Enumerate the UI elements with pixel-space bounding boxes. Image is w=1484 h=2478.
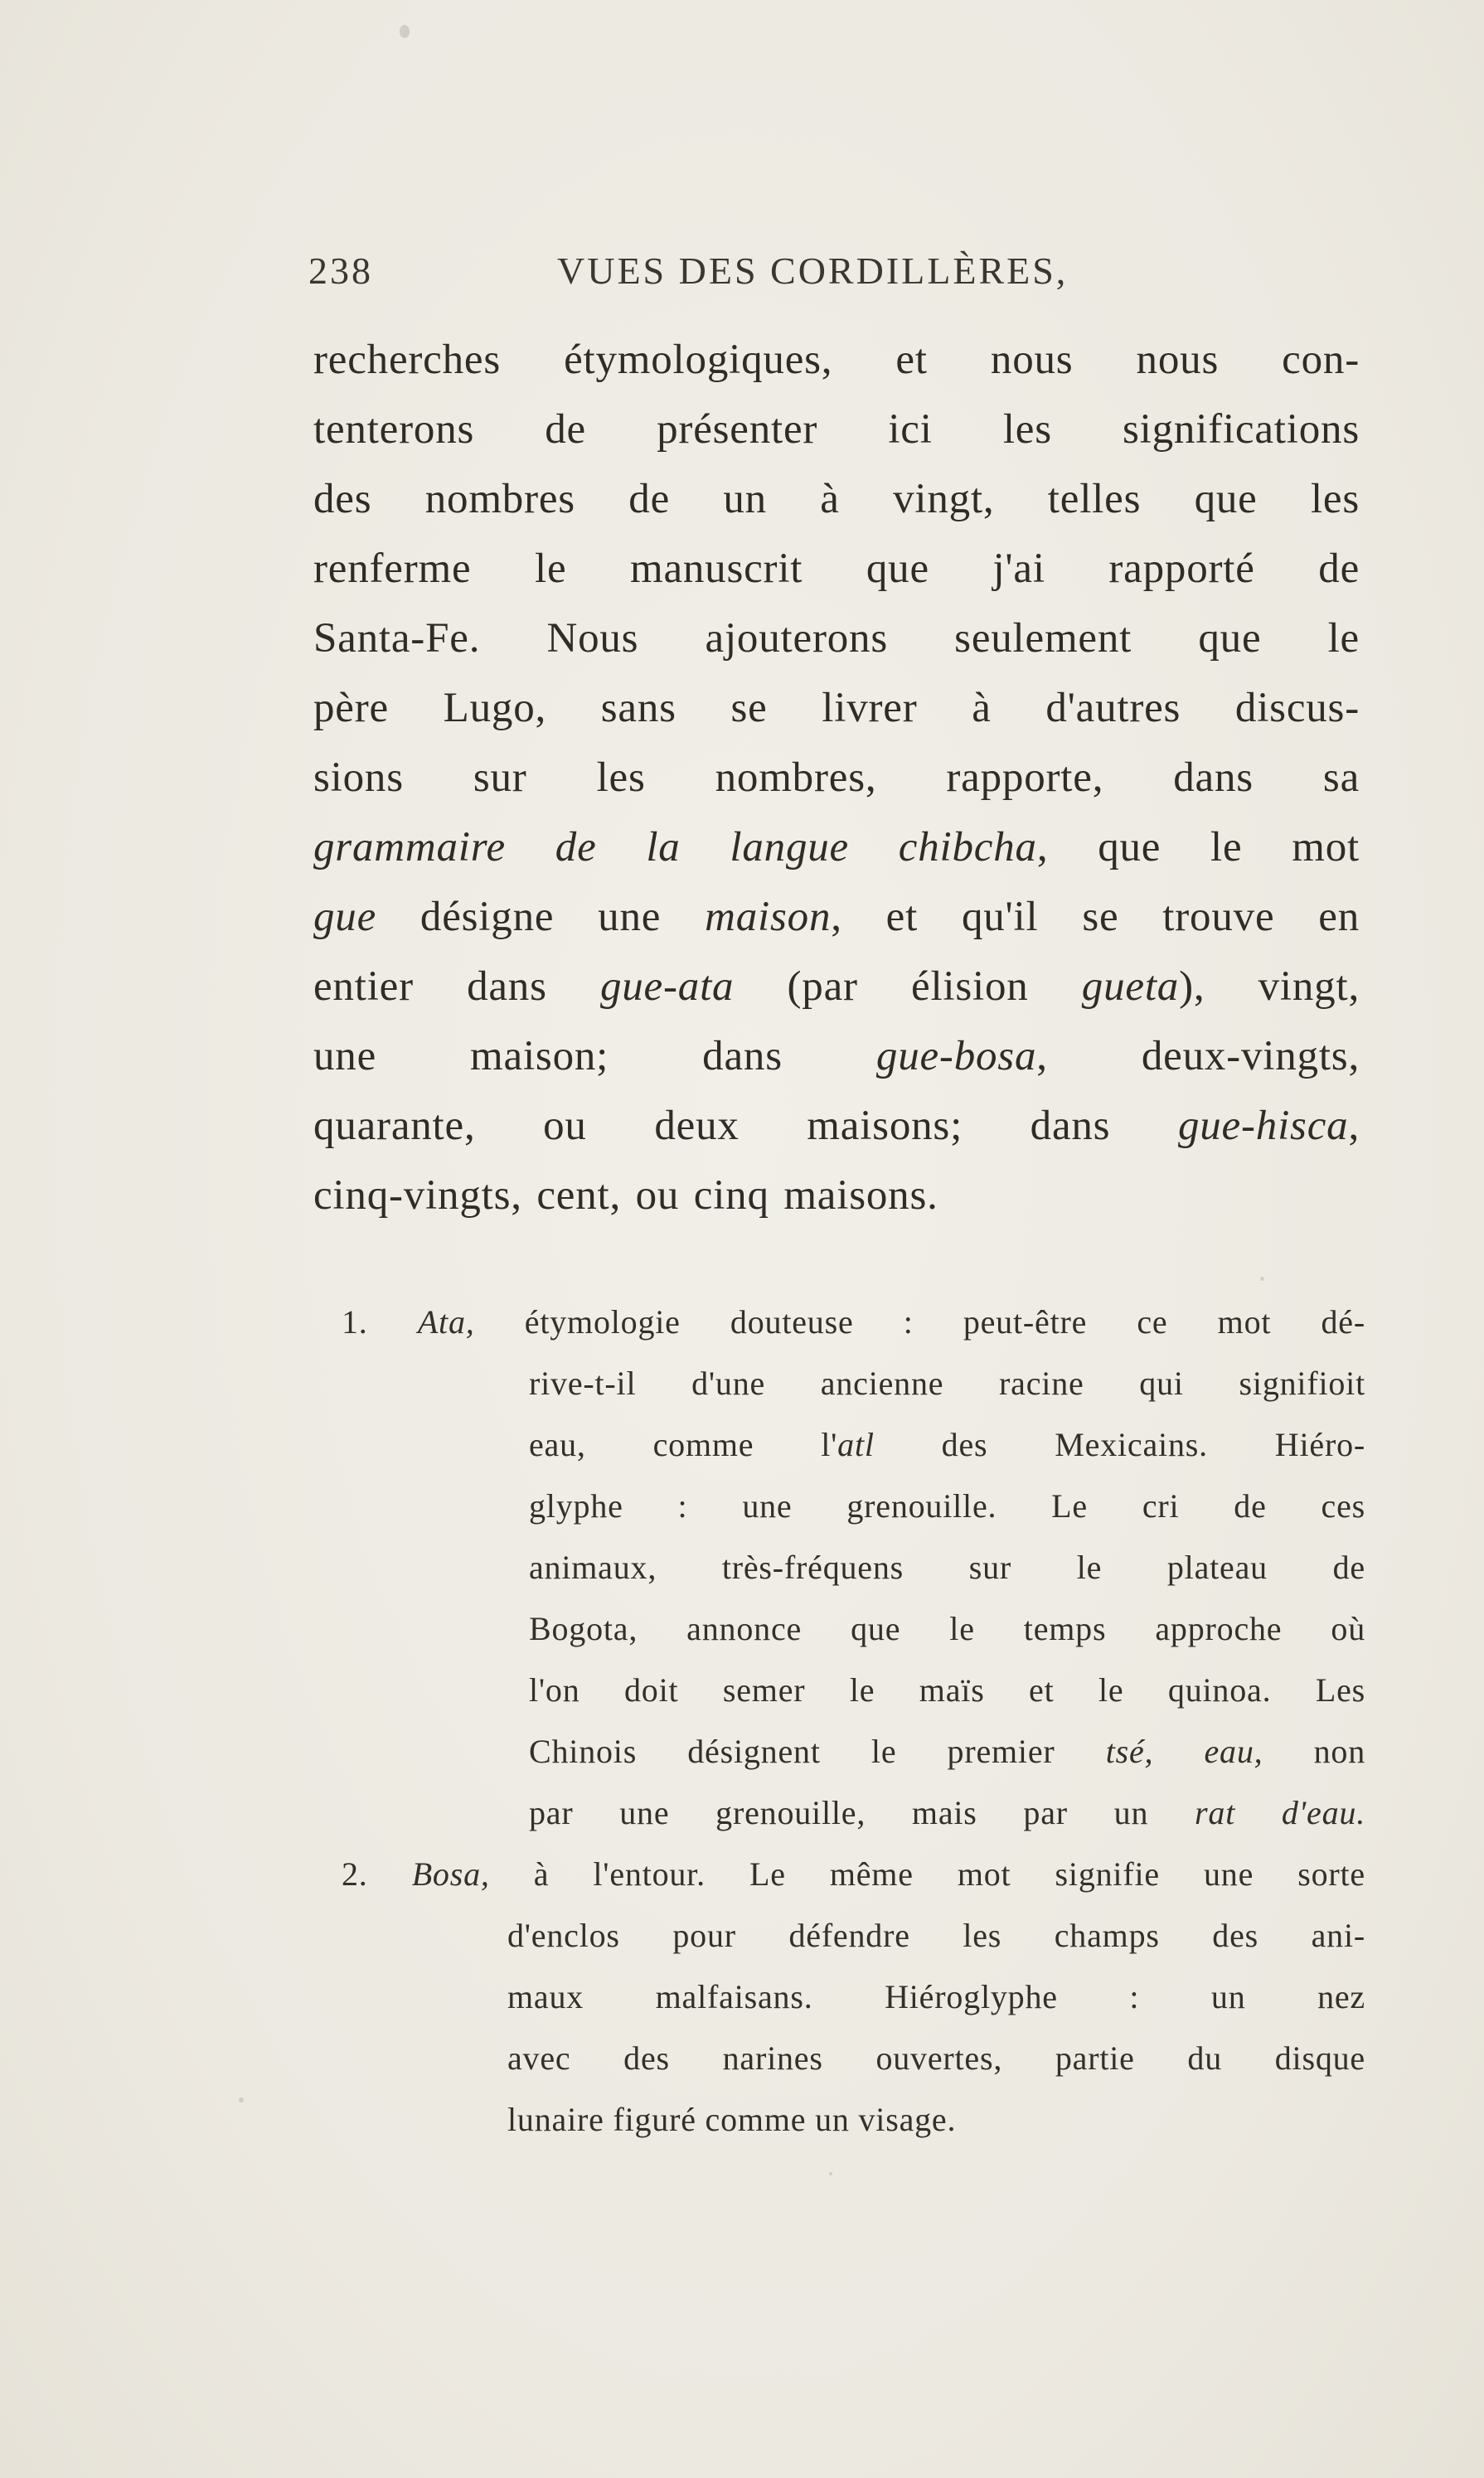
running-title: VUES DES CORDILLÈRES,	[557, 250, 1069, 292]
paragraph-line: renferme le manuscrit que j'ai rapporté de	[313, 546, 1360, 592]
paper-speck	[829, 2172, 832, 2175]
footnote-line: maux malfaisans. Hiéroglyphe : un nez	[507, 1978, 1365, 2015]
paragraph-line: entier dans gue-ata (par élision gueta), vingt,	[313, 963, 1360, 1010]
main-paragraph	[313, 325, 1360, 1230]
paragraph-line: sions sur les nombres, rapporte, dans sa	[313, 754, 1360, 801]
footnote-line: l'on doit semer le maïs et le quinoa. Les	[529, 1671, 1365, 1709]
running-header	[308, 249, 1386, 298]
footnote-line: Bogota, annonce que le temps approche où	[529, 1610, 1365, 1647]
paper-speck	[1260, 1277, 1264, 1281]
paragraph-line: des nombres de un à vingt, telles que les	[313, 476, 1360, 522]
paragraph-line: une maison; dans gue-bosa, deux-vingts,	[313, 1033, 1360, 1079]
paragraph-line: grammaire de la langue chibcha, que le mot	[313, 824, 1360, 870]
footnote-line: d'enclos pour défendre les champs des ani-	[507, 1917, 1365, 1954]
page-number: 238	[308, 250, 373, 292]
footnote-line: rive-t-il d'une ancienne racine qui signifioit	[529, 1365, 1365, 1402]
footnote-line: glyphe : une grenouille. Le cri de ces	[529, 1487, 1365, 1525]
footnote-line: eau, comme l'atl des Mexicains. Hiéro-	[529, 1426, 1366, 1463]
italic-term: gue-ata	[599, 963, 735, 1010]
footnote-term: Ata,	[417, 1303, 475, 1341]
footnote-line: avec des narines ouvertes, partie du disque	[507, 2039, 1365, 2077]
paragraph-line: Santa-Fe. Nous ajouterons seulement que le	[313, 615, 1360, 662]
footnote-number: 2.	[342, 1855, 368, 1893]
footnotes	[342, 1292, 1365, 2151]
paragraph-line: tenterons de présenter ici les significations	[313, 406, 1360, 453]
italic-term: gue	[313, 894, 377, 940]
footnote-line: 2. Bosa, à l'entour. Le même mot signifie une sorte	[342, 1855, 1365, 1893]
italic-term: gue-hisca	[1177, 1103, 1349, 1149]
footnote-2	[342, 1844, 1365, 2151]
italic-term: maison	[705, 894, 832, 940]
paper-speck	[400, 25, 410, 38]
paper-speck	[239, 2097, 244, 2102]
paragraph-line: recherches étymologiques, et nous nous con-	[313, 337, 1360, 383]
footnote-line: lunaire figuré comme un visage.	[507, 2101, 957, 2138]
paragraph-line: gue désigne une maison, et qu'il se trouve en	[313, 894, 1360, 940]
footnote-1	[342, 1292, 1365, 1844]
paragraph-line: cinq-vingts, cent, ou cinq maisons.	[313, 1172, 938, 1219]
paragraph-line: quarante, ou deux maisons; dans gue-hisca,	[313, 1103, 1360, 1149]
italic-term: gue-bosa	[875, 1033, 1037, 1079]
footnote-line: par une grenouille, mais par un rat d'eau.	[529, 1794, 1365, 1831]
italic-term: gueta	[1081, 963, 1180, 1010]
paragraph-line: père Lugo, sans se livrer à d'autres discus-	[313, 685, 1360, 731]
footnote-line: 1. Ata, étymologie douteuse : peut-être ce mot dé-	[342, 1303, 1365, 1341]
footnote-line: Chinois désignent le premier tsé, eau, non	[529, 1733, 1366, 1770]
footnote-number: 1.	[342, 1303, 368, 1341]
footnote-line: animaux, très-fréquens sur le plateau de	[529, 1549, 1365, 1586]
footnote-term: Bosa,	[411, 1855, 490, 1893]
italic-title: grammaire de la langue chibcha	[313, 824, 1037, 870]
